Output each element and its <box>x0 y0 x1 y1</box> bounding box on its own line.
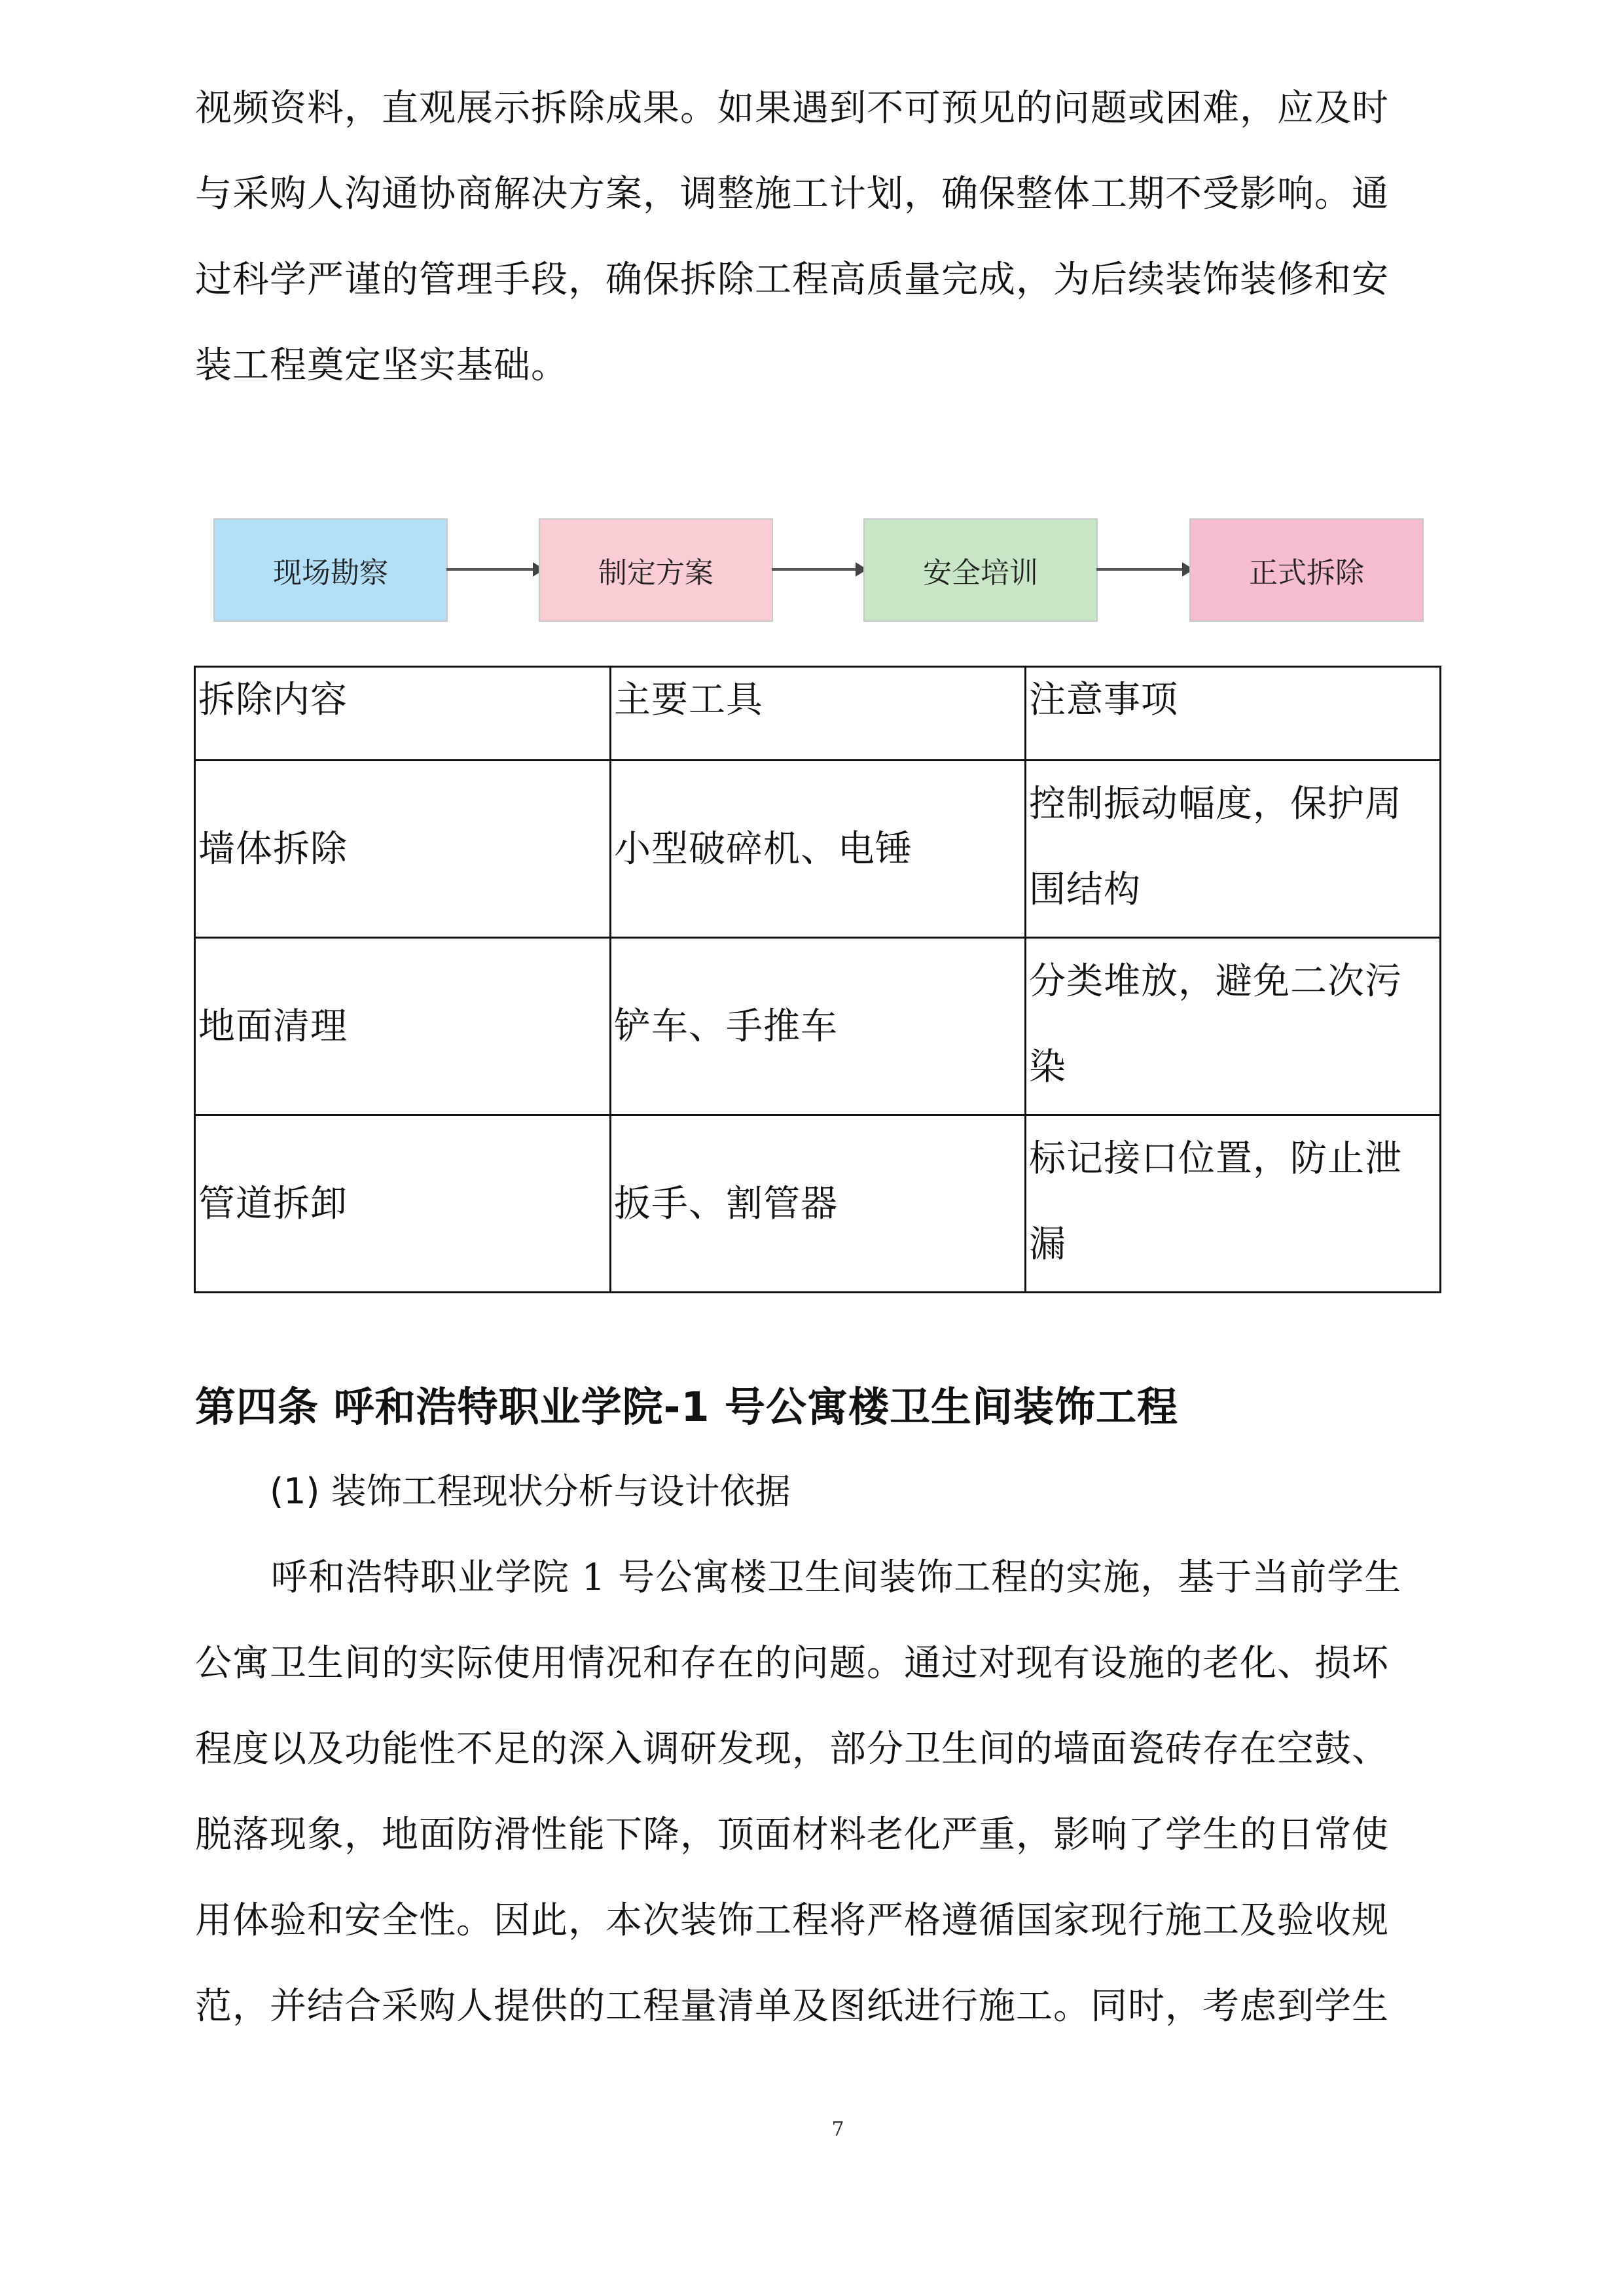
flow-step-safety-training: 安全培训 <box>863 518 1098 622</box>
section-subheading: (1) 装饰工程现状分析与设计依据 <box>270 1471 791 1512</box>
table-cell-note <box>1026 1115 1441 1293</box>
table-row <box>195 761 1441 938</box>
body-paragraph <box>195 1535 1431 2049</box>
table-cell-note <box>1026 761 1441 938</box>
table-cell-note <box>1026 938 1441 1115</box>
table-cell-tools: 扳手、割管器 <box>611 1115 1026 1293</box>
text-line: 过科学严谨的管理手段，确保拆除工程高质量完成，为后续装饰装修和安 <box>195 259 1389 301</box>
text-line: 与采购人沟通协商解决方案，调整施工计划，确保整体工期不受影响。通 <box>195 173 1389 215</box>
text-line: 脱落现象，地面防滑性能下降，顶面材料老化严重，影响了学生的日常使 <box>195 1814 1389 1856</box>
flow-step-formal-demolition: 正式拆除 <box>1189 518 1424 622</box>
table-header-row <box>195 667 1441 761</box>
table-cell-item: 墙体拆除 <box>195 761 611 938</box>
demolition-table <box>194 666 1441 1293</box>
note-line: 分类堆放，避免二次污 <box>1029 960 1402 1003</box>
section-heading: 第四条 呼和浩特职业学院-1 号公寓楼卫生间装饰工程 <box>195 1383 1179 1431</box>
table-header-cell: 注意事项 <box>1026 667 1441 761</box>
flow-arrow-icon <box>446 568 542 571</box>
table-row <box>195 1115 1441 1293</box>
flow-step-make-plan: 制定方案 <box>539 518 773 622</box>
text-line: 公寓卫生间的实际使用情况和存在的问题。通过对现有设施的老化、损坏 <box>195 1642 1389 1685</box>
text-line: 呼和浩特职业学院 1 号公寓楼卫生间装饰工程的实施，基于当前学生 <box>271 1556 1402 1599</box>
text-line: 装工程奠定坚实基础。 <box>195 344 568 387</box>
text-line: 程度以及功能性不足的深入调研发现，部分卫生间的墙面瓷砖存在空鼓、 <box>195 1728 1389 1770</box>
intro-paragraph <box>195 65 1431 408</box>
note-line: 围结构 <box>1029 869 1141 911</box>
table-cell-tools: 小型破碎机、电锤 <box>611 761 1026 938</box>
text-line: 范，并结合采购人提供的工程量清单及图纸进行施工。同时，考虑到学生 <box>195 1985 1389 2028</box>
flow-arrow-icon <box>1096 568 1191 571</box>
note-line: 染 <box>1029 1046 1066 1088</box>
note-line: 控制振动幅度，保护周 <box>1029 783 1402 825</box>
table-row <box>195 938 1441 1115</box>
flow-step-site-survey: 现场勘察 <box>213 518 448 622</box>
table-cell-tools: 铲车、手推车 <box>611 938 1026 1115</box>
flow-arrow-icon <box>772 568 865 571</box>
note-line: 标记接口位置，防止泄 <box>1029 1138 1402 1180</box>
table-header-cell: 拆除内容 <box>195 667 611 761</box>
note-line: 漏 <box>1029 1223 1066 1266</box>
table-cell-item: 管道拆卸 <box>195 1115 611 1293</box>
page-number: 7 <box>831 2118 844 2141</box>
process-flow-diagram <box>213 518 1422 620</box>
text-line: 用体验和安全性。因此，本次装饰工程将严格遵循国家现行施工及验收规 <box>195 1899 1389 1942</box>
table-header-cell: 主要工具 <box>611 667 1026 761</box>
table-cell-item: 地面清理 <box>195 938 611 1115</box>
text-line: 视频资料，直观展示拆除成果。如果遇到不可预见的问题或困难，应及时 <box>195 87 1389 130</box>
